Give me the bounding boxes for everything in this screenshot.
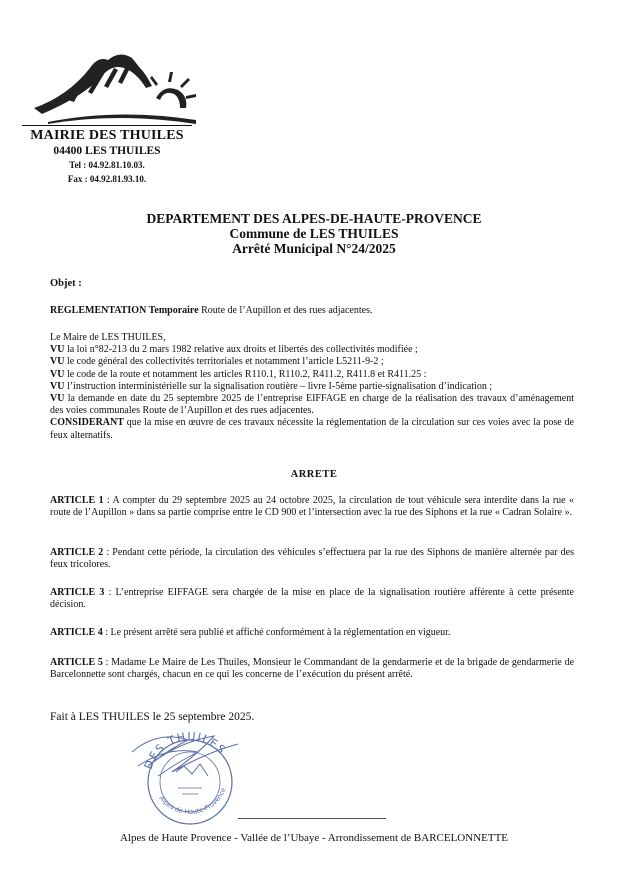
stamp-top-text: DES THUILES bbox=[141, 729, 229, 772]
article-2: ARTICLE 2 : Pendant cette période, la circulation des véhicules s’effectuera par la rue des Siphons de manière alternée par des feux tricolores. bbox=[50, 547, 575, 571]
reglementation-rest: Route de l’Aupillon et des rues adjacentes. bbox=[198, 305, 373, 316]
signature-line bbox=[238, 818, 386, 819]
article-1: ARTICLE 1 : A compter du 29 septembre 2025 au 24 octobre 2025, la circulation de tout véhicule sera interdite dans la rue « route de l’Aupillon » dans sa partie comprise entre le CD 900 et l’intersection avec la rue des Siphons et la rue « Cadran Solaire ». bbox=[50, 495, 574, 519]
objet-label: Objet : bbox=[50, 278, 82, 289]
mairie-title: MAIRIE DES THUILES bbox=[22, 125, 192, 144]
svg-text:Alpes de Haute-Provence bbox=[158, 787, 228, 816]
reglementation-bold: REGLEMENTATION Temporaire bbox=[50, 305, 199, 316]
visa-line: VU la demande en date du 25 septembre 2025 de l’entreprise EIFFAGE en charge de la réalisation des travaux d’aménagement des voies communales Route de l’Aupillon et des rues adjacentes. bbox=[50, 393, 574, 417]
commune-title: Commune de LES THUILES bbox=[229, 226, 399, 241]
intro-line: Le Maire de LES THUILES, bbox=[50, 332, 166, 343]
visa-line: VU le code de la route et notamment les articles R110.1, R110.2, R411.2, R411.8 et R411.25 : bbox=[50, 368, 427, 380]
visa-line: VU l’instruction interministérielle sur la signalisation routière – livre I-5ème partie-signalisation d’indication ; bbox=[50, 380, 493, 392]
department-title: DEPARTEMENT DES ALPES-DE-HAUTE-PROVENCE bbox=[146, 211, 482, 226]
mairie-logo bbox=[28, 38, 198, 124]
stamp-bottom-text: Alpes de Haute-Provence bbox=[157, 786, 228, 816]
postal-city: 04400 LES THUILES bbox=[53, 145, 161, 157]
article-5: ARTICLE 5 : Madame Le Maire de Les Thuiles, Monsieur le Commandant de la gendarmerie et de la brigade de gendarmerie de Barcelonnette sont chargés, chacun en ce qui les concerne de l’exécution du présent arrêté. bbox=[50, 657, 575, 681]
article-3: ARTICLE 3 : L’entreprise EIFFAGE sera chargée de la mise en place de la signalisation routière afférente à cette présente décision. bbox=[50, 587, 574, 611]
fax: Fax : 04.92.81.93.10. bbox=[67, 174, 147, 184]
mairie-header bbox=[22, 125, 192, 185]
arrete-number: Arrêté Municipal N°24/2025 bbox=[232, 241, 396, 256]
considerant-line: CONSIDERANT que la mise en œuvre de ces travaux nécessite la réglementation de la circulation sur ces voies avec la pose de feux alternatifs. bbox=[50, 417, 574, 441]
reglementation-line bbox=[50, 305, 574, 317]
visa-line: VU le code général des collectivités territoriales et notamment l’article L5211-9-2 ; bbox=[50, 356, 384, 368]
visas-block bbox=[50, 332, 574, 442]
fait-a-line: Fait à LES THUILES le 25 septembre 2025. bbox=[50, 711, 255, 723]
arrete-heading: ARRETE bbox=[290, 469, 338, 480]
footer-text: Alpes de Haute Provence - Vallée de l’Ubaye - Arrondissement de BARCELONNETTE bbox=[119, 832, 509, 844]
tel: Tel : 04.92.81.10.03. bbox=[69, 160, 145, 170]
document-titles bbox=[0, 211, 628, 256]
visa-line: VU la loi n°82-213 du 2 mars 1982 relative aux droits et libertés des collectivités modifiée ; bbox=[50, 344, 418, 356]
official-stamp bbox=[128, 722, 248, 827]
article-4: ARTICLE 4 : Le présent arrêté sera publié et affiché conformément à la réglementation en vigueur. bbox=[50, 627, 451, 638]
